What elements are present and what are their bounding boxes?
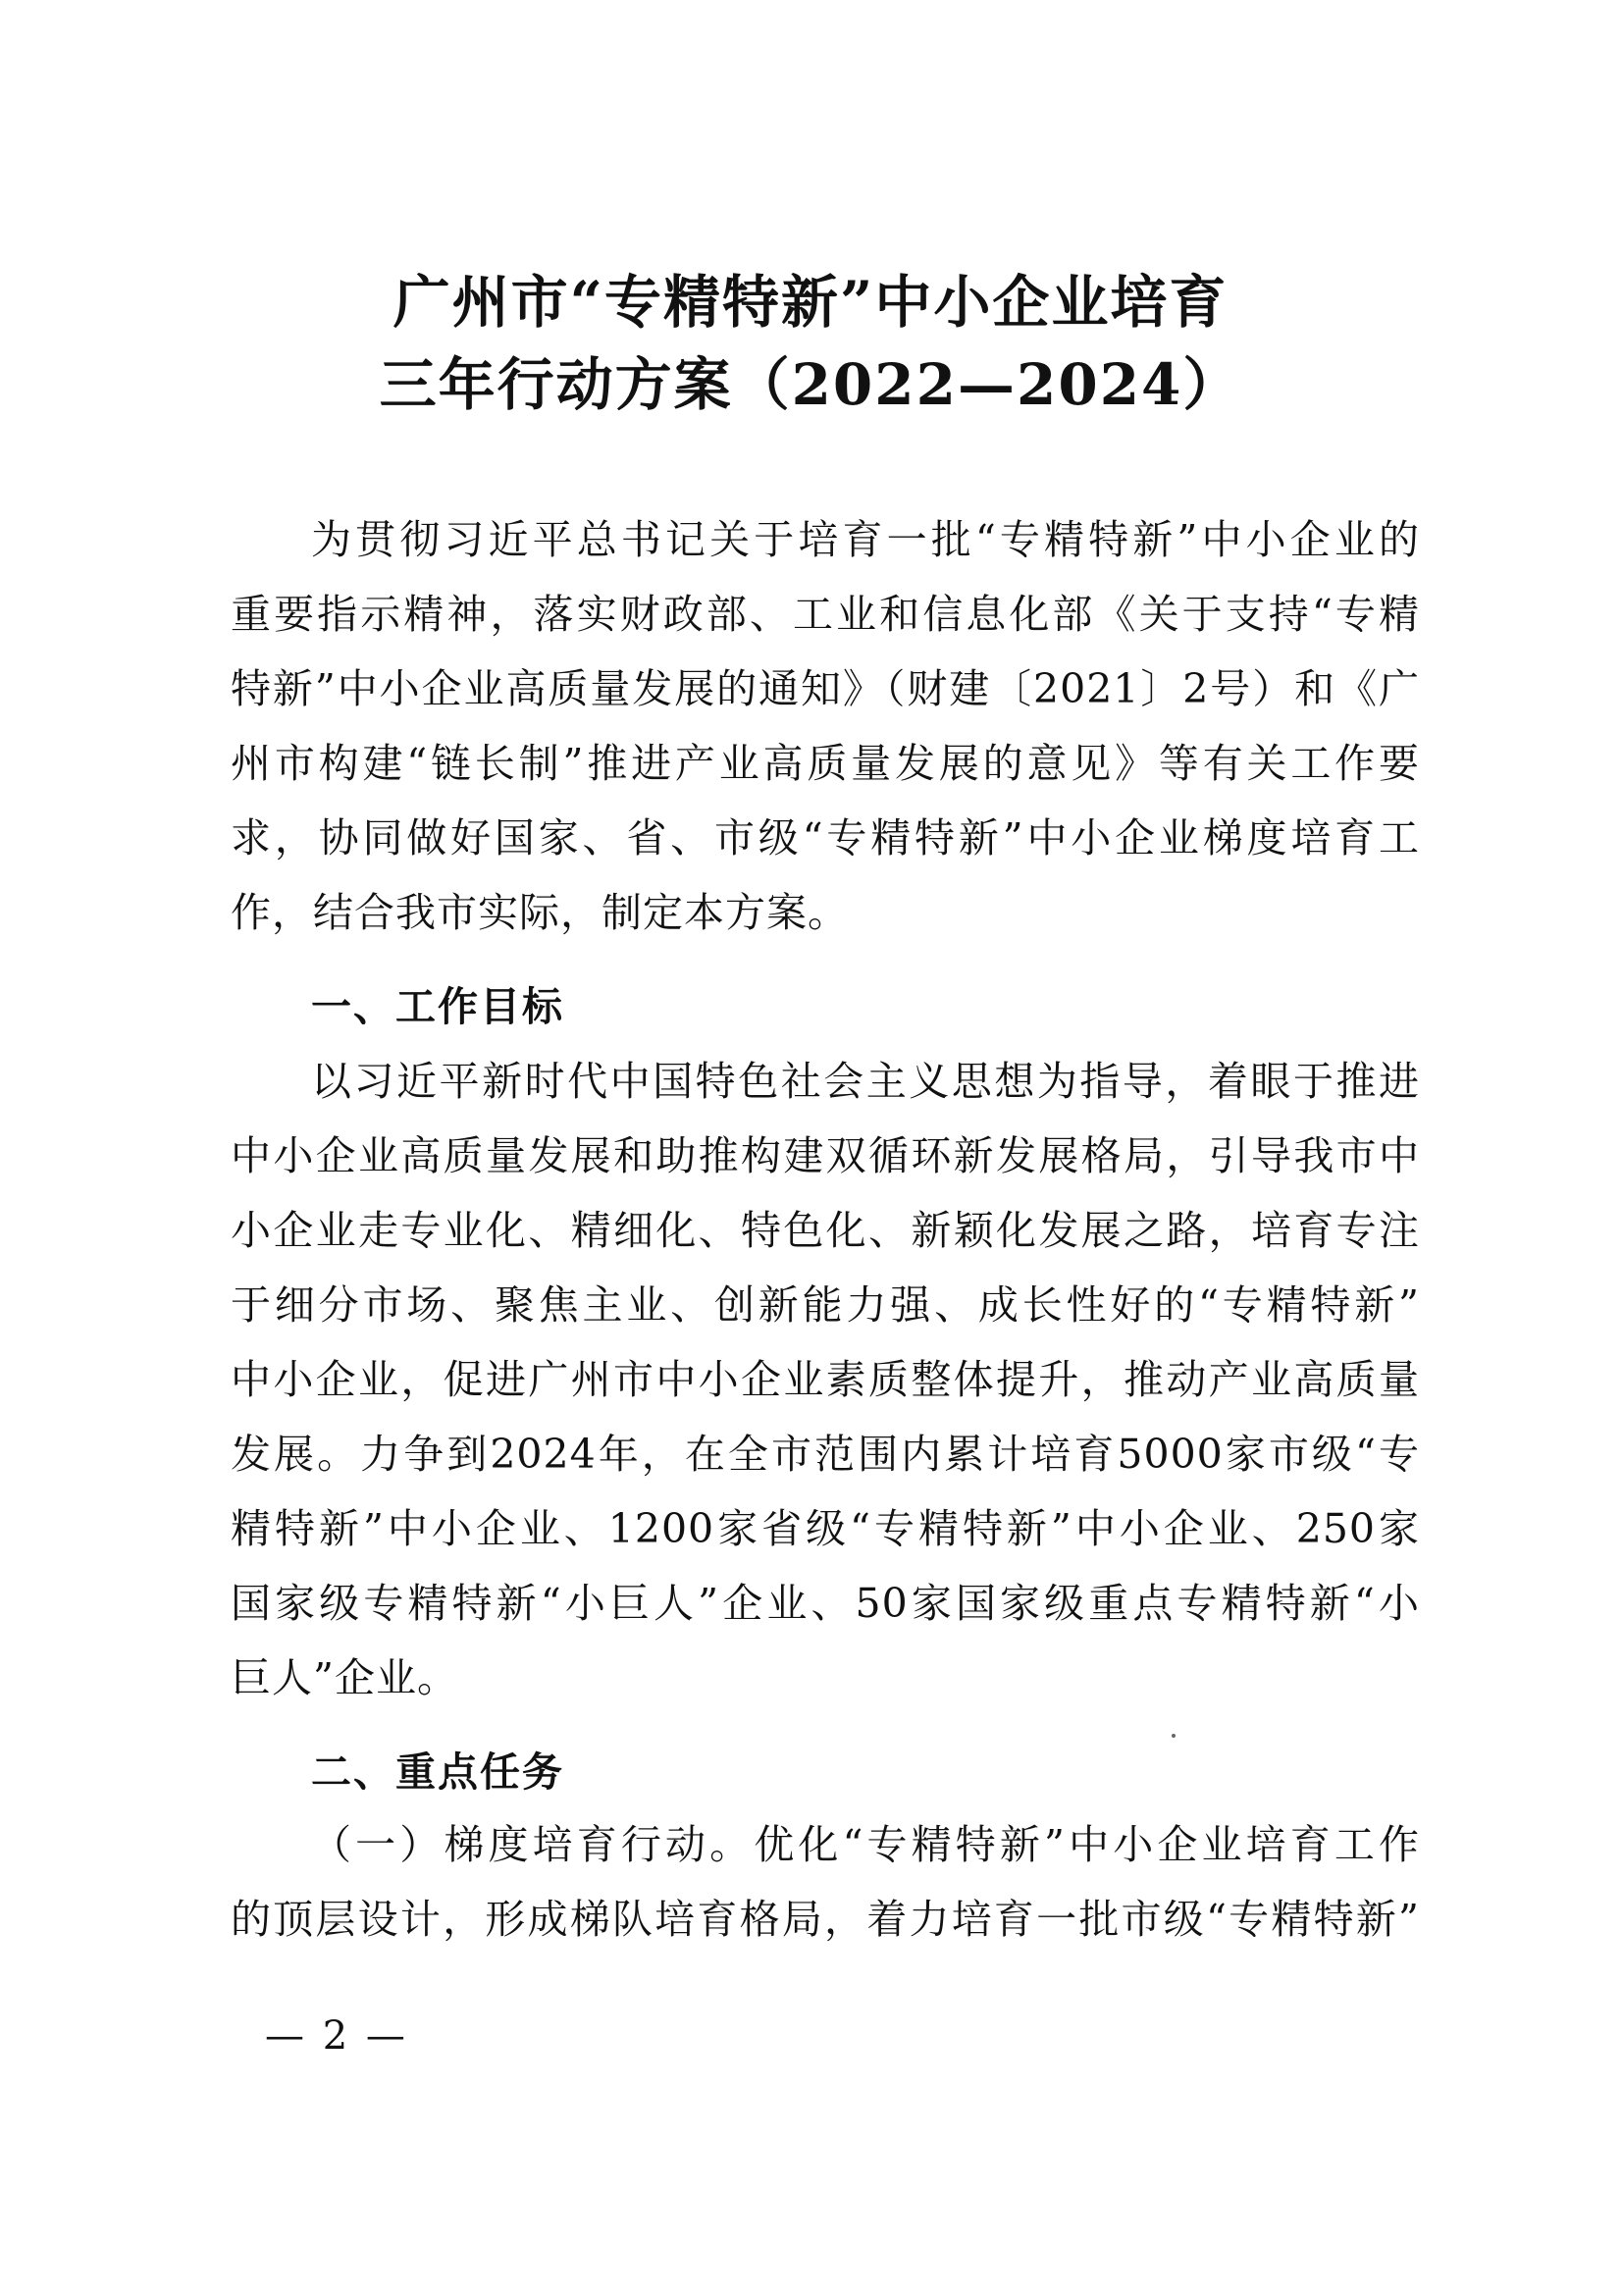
document-title-line-2: 三年行动方案（2022—2024） <box>379 351 1242 418</box>
page-number: — 2 — <box>265 2013 408 2059</box>
document-title-line-1: 广州市“专精特新”中小企业培育 <box>392 269 1229 336</box>
section-1-line-4: 于细分市场、聚焦主业、创新能力强、成长性好的“专精特新” <box>231 1281 1420 1329</box>
section-1-heading: 一、工作目标 <box>311 983 564 1030</box>
section-1-paragraph <box>231 1044 1420 1715</box>
section-1-line-8: 国家级专精特新“小巨人”企业、50家国家级重点专精特新“小 <box>231 1580 1420 1627</box>
intro-line-2: 重要指示精神，落实财政部、工业和信息化部《关于支持“专精 <box>231 591 1420 638</box>
intro-line-1: 为贯彻习近平总书记关于培育一批“专精特新”中小企业的 <box>311 516 1420 563</box>
section-1-line-3: 小企业走专业化、精细化、特色化、新颖化发展之路，培育专注 <box>231 1207 1420 1254</box>
section-1-line-9: 巨人”企业。 <box>231 1654 458 1701</box>
intro-line-3: 特新”中小企业高质量发展的通知》（财建〔2021〕2号）和《广 <box>231 665 1420 712</box>
section-1-line-5: 中小企业，促进广州市中小企业素质整体提升，推动产业高质量 <box>231 1356 1420 1403</box>
intro-line-4: 州市构建“链长制”推进产业高质量发展的意见》等有关工作要 <box>231 740 1420 787</box>
intro-line-5: 求，协同做好国家、省、市级“专精特新”中小企业梯度培育工 <box>231 814 1420 861</box>
section-2-paragraph <box>231 1807 1420 1957</box>
section-2-heading: 二、重点任务 <box>311 1748 564 1796</box>
section-2-line-1: （一）梯度培育行动。优化“专精特新”中小企业培育工作 <box>311 1821 1420 1868</box>
section-2-line-2: 的顶层设计，形成梯队培育格局，着力培育一批市级“专精特新” <box>231 1896 1420 1943</box>
section-1-line-2: 中小企业高质量发展和助推构建双循环新发展格局，引导我市中 <box>231 1132 1420 1179</box>
section-1-line-6: 发展。力争到2024年，在全市范围内累计培育5000家市级“专 <box>231 1431 1420 1478</box>
intro-line-6: 作，结合我市实际，制定本方案。 <box>231 889 849 936</box>
intro-paragraph <box>231 502 1420 950</box>
section-1-line-7: 精特新”中小企业、1200家省级“专精特新”中小企业、250家 <box>231 1505 1420 1552</box>
section-1-line-1: 以习近平新时代中国特色社会主义思想为指导，着眼于推进 <box>311 1058 1420 1105</box>
